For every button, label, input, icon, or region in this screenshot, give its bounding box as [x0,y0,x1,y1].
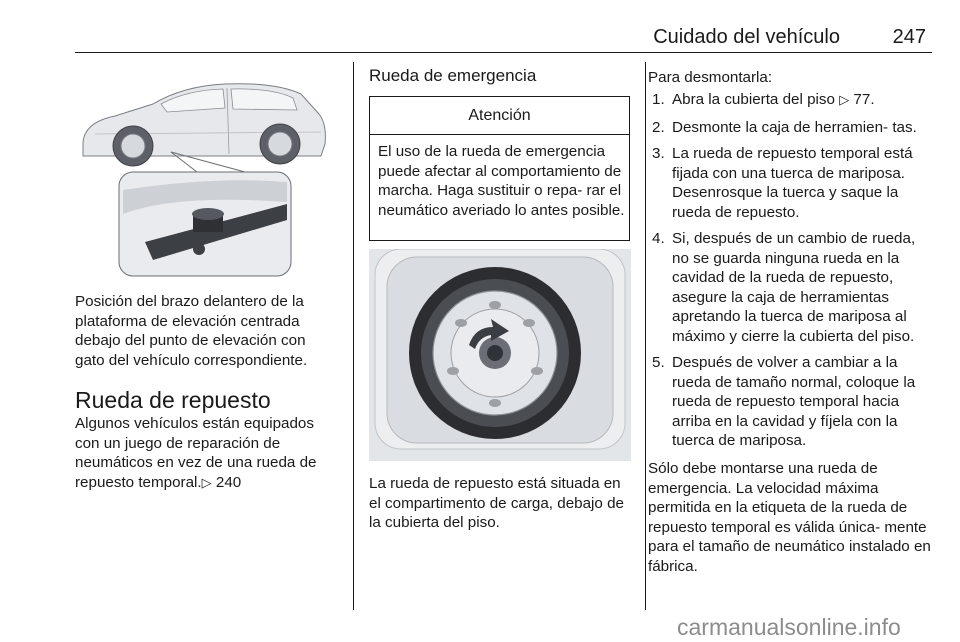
header-rule [75,52,932,53]
spare-wheel-illustration [369,249,631,461]
page-reference-arrow-icon: ▷ [839,93,850,108]
page-reference-arrow-icon: ▷ [201,475,212,491]
figure-car-lift-point [75,64,337,280]
section-paragraph [75,414,337,493]
figure-caption-spare-wheel: La rueda de repuesto está situada en el compartimento de carga, debajo de la cubierta del piso. [369,475,624,531]
list-item: 4. Si, después de un cambio de rueda, no se guarda ninguna rueda en la cavidad de la rueda de repuesto, asegure la caja de herramientas apretando la tuerca de mariposa al máximo y cierre la cubierta del piso. [652,230,916,345]
list-item: 1. Abra la cubierta del piso ▷ 77. [652,91,875,108]
section-xref: 240 [215,473,242,491]
list-item: 2. Desmonte la caja de herramien- tas. [652,118,917,136]
section-text: Algunos vehículos están equipados con un juego de reparación de neumáticos en vez de una rueda de repuesto temporal. [75,415,317,491]
figure-spare-wheel [369,249,631,461]
notice-box [369,96,630,241]
notice-title: Atención [370,97,629,135]
removal-intro: Para desmontarla: [648,69,773,86]
removal-steps [648,90,932,458]
figure-caption-lift: Posición del brazo delantero de la plataforma de elevación centrada debajo del punto de elevación con gato del vehículo correspondiente. [75,293,308,369]
list-item: 5. Después de volver a cambiar a la rueda de tamaño normal, coloque la rueda de repuesto temporal hacia arriba en la cavidad y fíjela con la tuerca de mariposa. [652,354,916,449]
header-title: Cuidado del vehículo [653,26,840,48]
column-divider-2 [645,62,646,610]
watermark: carmanualsonline.info [677,614,901,640]
list-item: 3. La rueda de repuesto temporal está fijada con una tuerca de mariposa. Desenrosque la tuerca y saque la rueda de repuesto. [652,145,913,221]
column-divider-1 [353,62,354,610]
closing-paragraph: Sólo debe montarse una rueda de emergencia. La velocidad máxima permitida en la etiqueta de la rueda de repuesto temporal es válida única- mente para el tamaño de neumático instalado en fábrica. [648,460,931,575]
page-header [75,24,932,54]
subsection-title: Rueda de emergencia [369,66,537,85]
page-number: 247 [892,26,926,48]
car-lift-illustration [75,64,337,280]
section-title: Rueda de repuesto [75,387,271,413]
notice-text: El uso de la rueda de emergencia puede afectar al comportamiento de marcha. Haga sustituir o repa- rar el neumático averiado lo antes posible. [378,143,625,219]
